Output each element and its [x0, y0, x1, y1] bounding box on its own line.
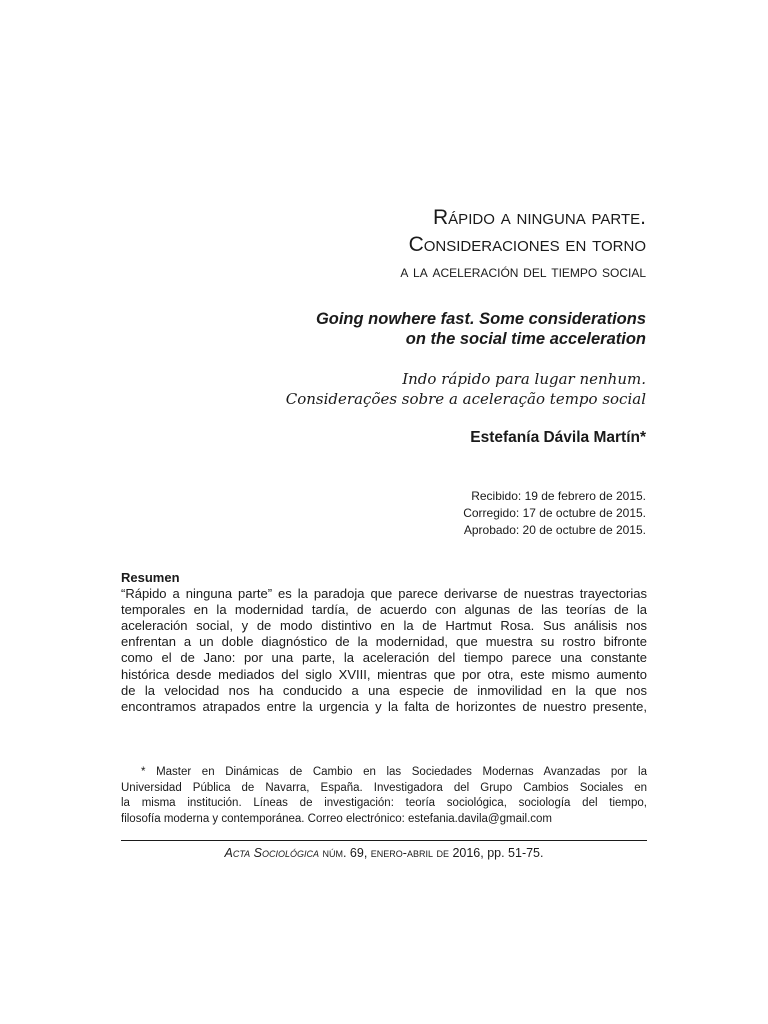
- journal-citation: [121, 845, 647, 862]
- abstract-line: enfrentan a un doble diagnóstico de la modernidad, que muestra su rostro bifronte: [121, 634, 647, 650]
- spanish-title: [400, 205, 646, 282]
- english-title: [316, 309, 646, 349]
- journal-pages: 2016, pp. 51-75.: [452, 846, 544, 860]
- footnote-line: la misma institución. Líneas de investigación: teoría sociológica, sociología del tiempo,: [121, 797, 647, 809]
- journal-number: núm. 69,: [322, 846, 368, 860]
- title-line-1: Rápido a ninguna parte.: [433, 206, 646, 229]
- footer-divider: [121, 840, 647, 841]
- abstract-line: de la velocidad nos ha conducido a una especie de inmovilidad en la que nos: [121, 682, 647, 698]
- received-date: Recibido: 19 de febrero de 2015.: [471, 489, 646, 503]
- article-dates: [463, 488, 646, 539]
- author-name: Estefanía Dávila Martín*: [470, 429, 646, 446]
- english-title-line-2: on the social time acceleration: [405, 330, 646, 348]
- footnote-line: Universidad Pública de Navarra, España. Investigadora del Grupo Cambios Sociales en: [121, 781, 647, 794]
- portuguese-title: [286, 369, 646, 409]
- abstract-line: histórica desde mediados del siglo XVIII, mientras que por otra, este mismo aumento: [121, 666, 647, 682]
- abstract-heading: Resumen: [121, 570, 180, 585]
- journal-name: Acta Sociológica: [224, 846, 319, 860]
- footnote-line: filosofía moderna y contemporánea. Correo electrónico: estefania.davila@gmail.com: [121, 812, 553, 825]
- journal-period: enero-abril de: [370, 846, 449, 860]
- english-title-line-1: Going nowhere fast. Some considerations: [315, 310, 646, 328]
- approved-date: Aprobado: 20 de octubre de 2015.: [463, 523, 646, 537]
- author-footnote: [121, 765, 647, 827]
- abstract-line: “Rápido a ninguna parte” es la paradoja que parece derivarse de nuestras trayectorias: [121, 586, 647, 602]
- portuguese-title-line-2: Considerações sobre a aceleração tempo social: [285, 390, 646, 408]
- abstract-line: encontramos atrapados entre la urgencia y la falta de horizontes de nuestro presente,: [121, 698, 647, 714]
- footnote-line: * Master en Dinámicas de Cambio en las Sociedades Modernas Avanzadas por la: [141, 766, 647, 778]
- abstract-line: aceleración social, y de modo distintivo en la de Hartmut Rosa. Sus análisis nos: [121, 618, 647, 634]
- title-line-2: Consideraciones en torno: [408, 233, 646, 256]
- title-line-3: a la aceleración del tiempo social: [400, 262, 646, 281]
- abstract-line: como el de Jano: por una parte, la aceleración del tiempo parece una constante: [121, 650, 647, 666]
- portuguese-title-line-1: Indo rápido para lugar nenhum.: [402, 370, 646, 388]
- abstract: [121, 570, 647, 715]
- corrected-date: Corregido: 17 de octubre de 2015.: [463, 506, 646, 520]
- abstract-line: temporales en la modernidad tardía, de acuerdo con algunas de las teorías de la: [121, 602, 647, 618]
